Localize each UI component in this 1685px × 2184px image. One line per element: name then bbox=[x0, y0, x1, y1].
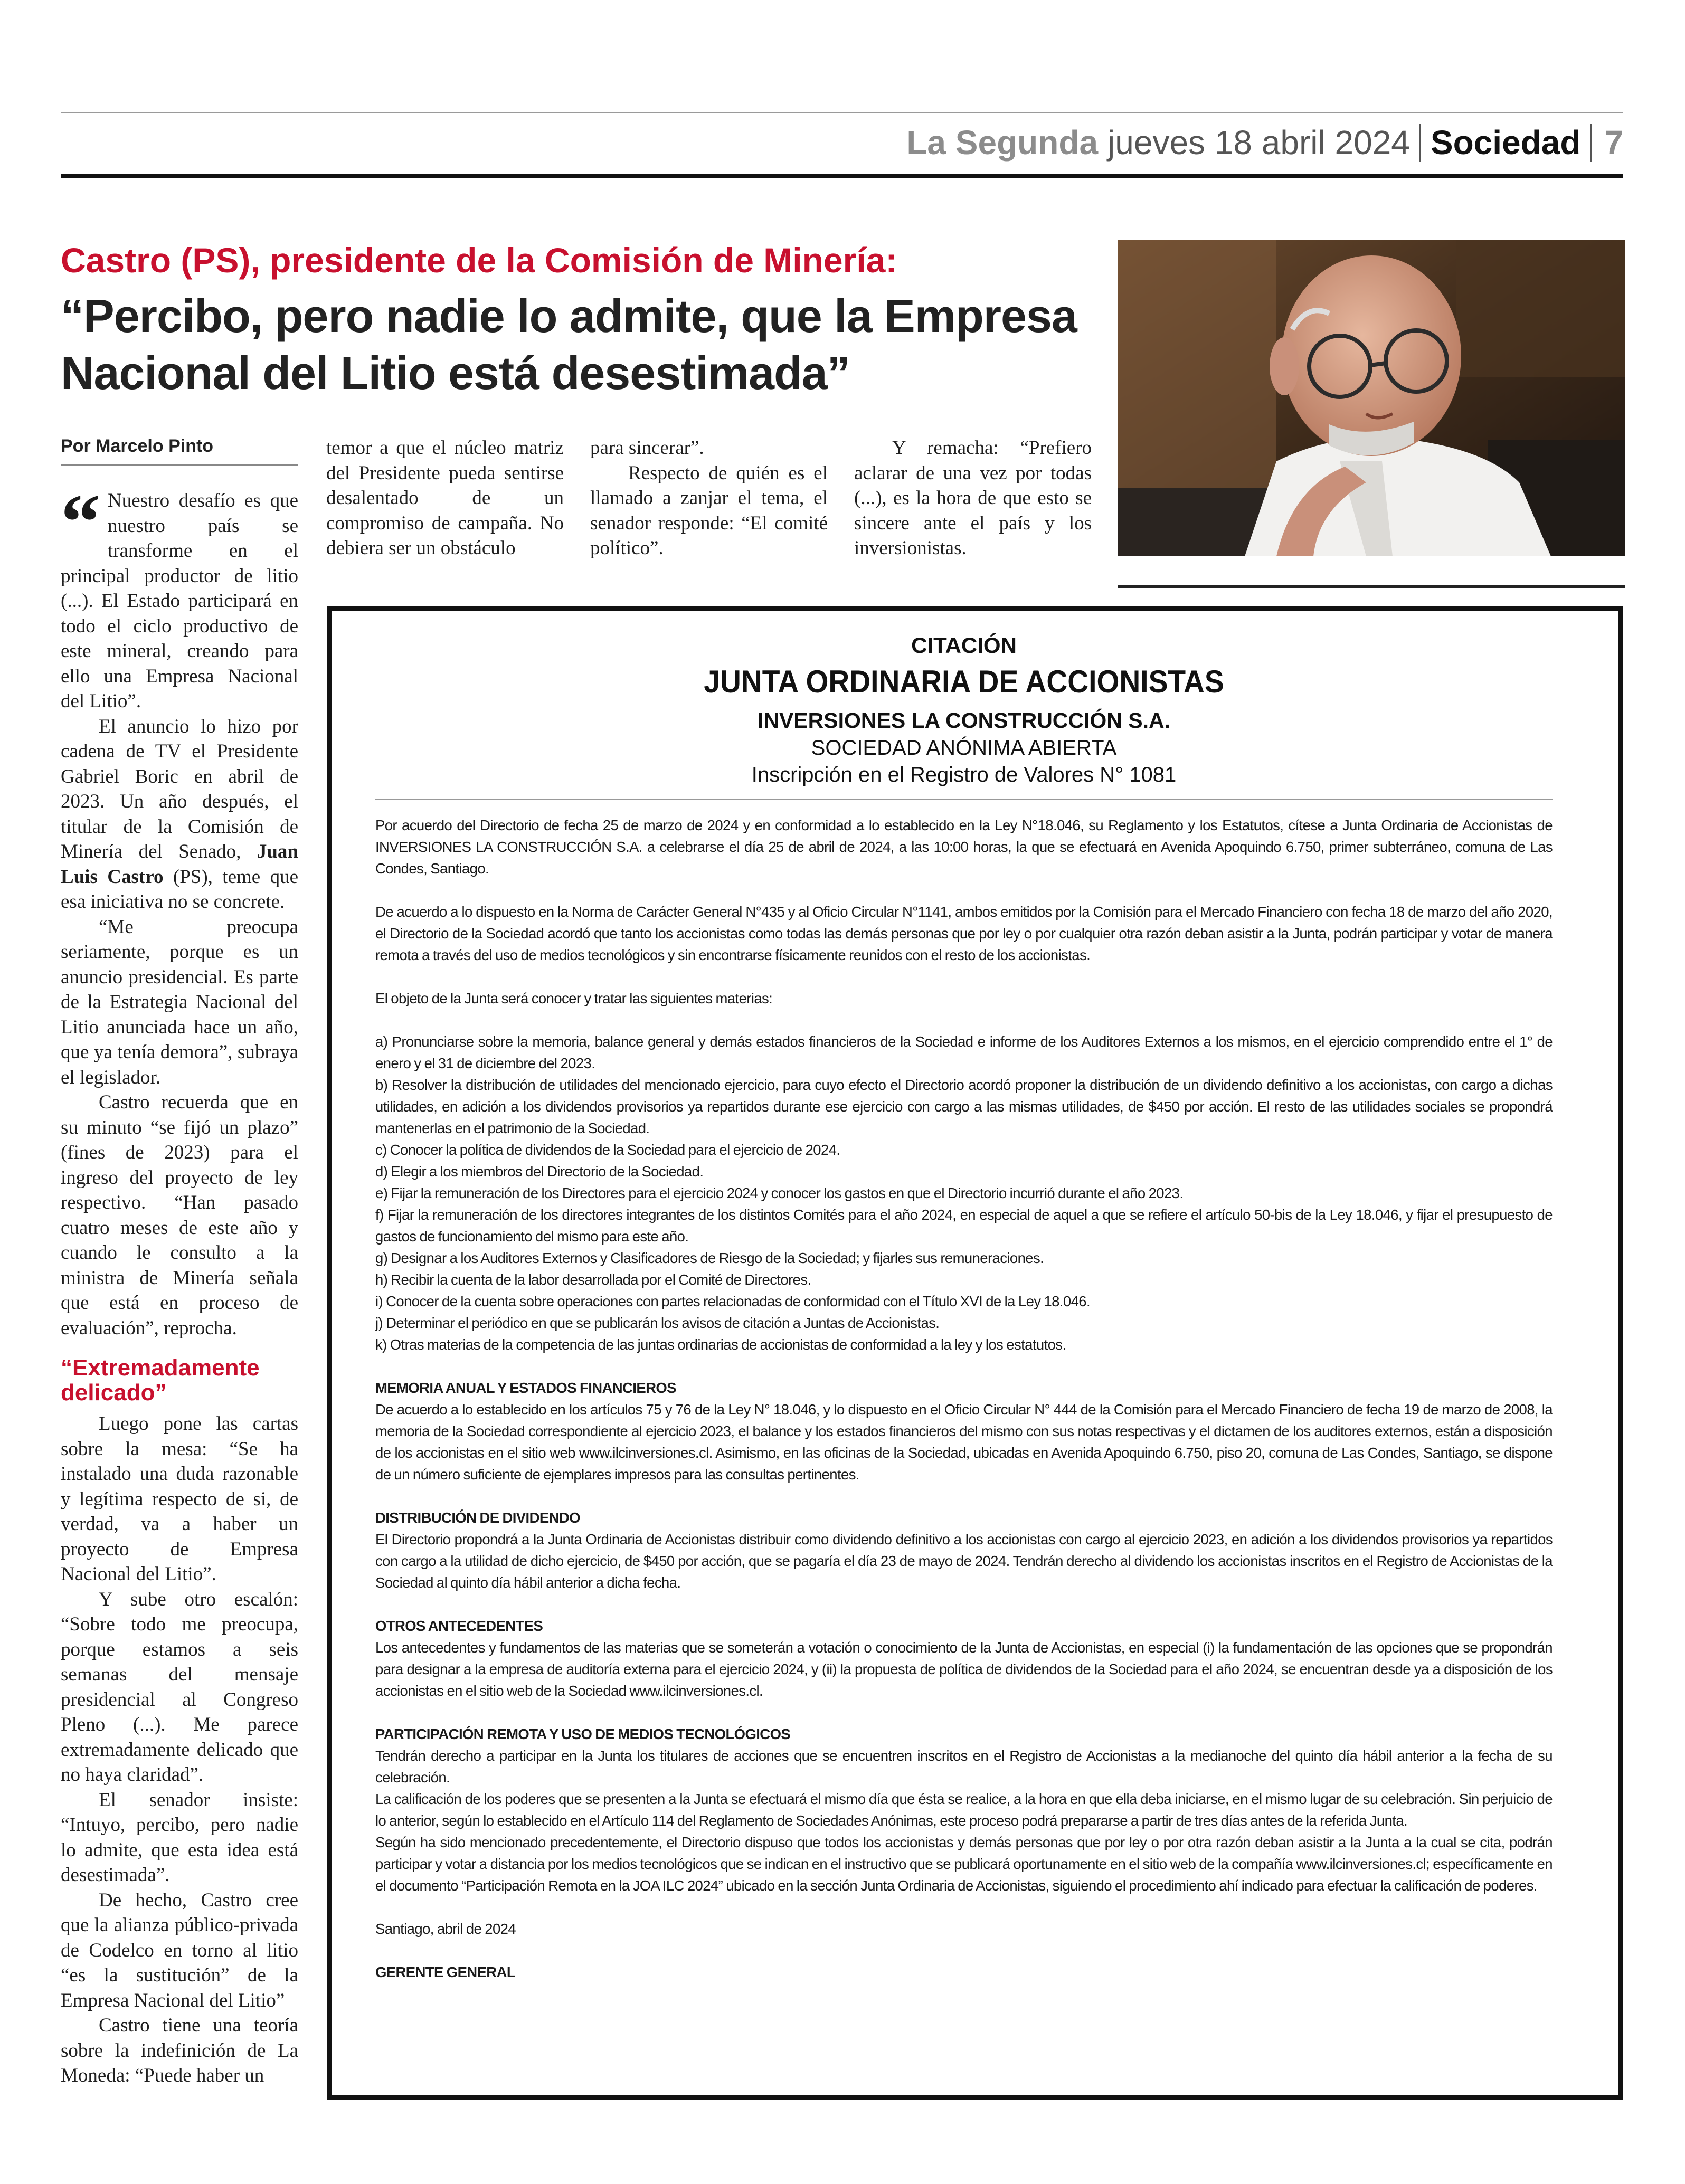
notice-company: INVERSIONES LA CONSTRUCCIÓN S.A. bbox=[757, 708, 1171, 733]
notice-company-type: SOCIEDAD ANÓNIMA ABIERTA bbox=[811, 736, 1117, 759]
section-heading-dividendo: DISTRIBUCIÓN DE DIVIDENDO bbox=[375, 1509, 580, 1526]
article-paragraph: Castro recuerda que en su minuto “se fijó un plazo” (fines de 2023) para el ingreso del proyecto de ley respectivo. “Han pasado cuatro meses de este año y cuando le consulto a la ministra de Minería señala que está en proceso de evaluación”, reprocha. bbox=[61, 1091, 298, 1339]
agenda-item: k) Otras materias de la competencia de las juntas ordinarias de accionistas de conformidad a la ley y los estatutos. bbox=[375, 1336, 1066, 1353]
agenda-item: b) Resolver la distribución de utilidades del mencionado ejercicio, para cuyo efecto el Directorio acordó proponer la distribución de un dividendo definitivo a los accionistas, con cargo a dichas utilidades, en adición a los dividendos provisorios ya repartidos durante ese ejercicio con cargo a las mismas utilidades, de $450 por acción. El resto de las utilidades sociales se propondrá mantenerlas en el patrimonio de la Sociedad. bbox=[375, 1077, 1553, 1136]
notice-paragraph: El objeto de la Junta será conocer y tratar las siguientes materias: bbox=[375, 990, 773, 1006]
article-paragraph: Y remacha: “Prefiero aclarar de una vez por todas (...), es la hora de que esto se sincere ante el país y los inversionistas. bbox=[854, 437, 1092, 559]
article-byline: Por Marcelo Pinto bbox=[61, 436, 214, 456]
notice-paragraph: Por acuerdo del Directorio de fecha 25 de marzo de 2024 y en conformidad a lo establecido en la Ley N°18.046, su Reglamento y los Estatutos, cítese a Junta Ordinaria de Accionistas de INVERSIONES LA CONSTRUCCIÓN S.A. a celebrarse el día 25 de abril de 2024, a las 10:00 horas, la que se efectuará en Avenida Apoquindo 6.750, primer subterráneo, comuna de Las Condes, Santiago. bbox=[375, 817, 1553, 877]
article-column-3 bbox=[590, 435, 828, 561]
masthead-divider bbox=[1590, 124, 1592, 162]
article-photo bbox=[1118, 240, 1625, 556]
article-paragraph: Luego pone las cartas sobre la mesa: “Se ha instalado una duda razonable y legítima respecto de si, de verdad, va a haber un proyecto de Empresa Nacional del Litio”. bbox=[61, 1413, 298, 1585]
notice-signature: GERENTE GENERAL bbox=[375, 1964, 516, 1980]
notice-paragraph: Los antecedentes y fundamentos de las materias que se someterán a votación o conocimiento de la Junta de Accionistas, en especial (i) la fundamentación de las opciones que se propondrán para designar a la empresa de auditoría externa para el ejercicio 2024, y (ii) la propuesta de política de dividendos de la Sociedad para el año 2024, se encuentran desde ya a disposición de los accionistas en el sitio web de la Sociedad www.ilcinversiones.cl. bbox=[375, 1639, 1553, 1699]
notice-body bbox=[375, 814, 1553, 1983]
byline-rule bbox=[61, 464, 298, 466]
article-column-2 bbox=[326, 435, 564, 561]
agenda-item: d) Elegir a los miembros del Directorio de la Sociedad. bbox=[375, 1163, 704, 1180]
article-paragraph: temor a que el núcleo matriz del Presidente pueda sentirse desalentado de un compromiso de campaña. No debiera ser un obstáculo bbox=[326, 437, 564, 559]
notice-paragraph: De acuerdo a lo dispuesto en la Norma de Carácter General N°435 y al Oficio Circular N°1141, ambos emitidos por la Comisión para el Mercado Financiero con fecha 18 de marzo del año 2020, el Directorio de la Sociedad acordó que tanto los accionistas como todas las demás personas que por ley o por cualquier otra razón deban asistir a la Junta, podrán participar y votar de manera remota a través del uso de medios tecnológicos y sin encontrarse físicamente reunidos con el resto de los accionistas. bbox=[375, 904, 1553, 963]
section-name: Sociedad bbox=[1430, 124, 1581, 162]
article-kicker: Castro (PS), presidente de la Comisión de Minería: bbox=[61, 241, 897, 280]
article-paragraph: para sincerar”. bbox=[590, 437, 704, 459]
photo-rule bbox=[1118, 585, 1625, 588]
notice-paragraph: La calificación de los poderes que se presenten a la Junta se efectuará el mismo día que ésta se realice, a la hora en que ella deba iniciarse, en el mismo lugar de su celebración. Sin perjuicio de lo anterior, según lo establecido en el Artículo 114 del Reglamento de Sociedades Anónimas, este proceso podrá prepararse a partir de tres días antes de la referida Junta. bbox=[375, 1791, 1553, 1829]
notice-label: CITACIÓN bbox=[911, 633, 1017, 658]
notice-title: JUNTA ORDINARIA DE ACCIONISTAS bbox=[704, 664, 1224, 699]
article-subhead: “Extremadamente delicado” bbox=[61, 1355, 260, 1406]
article-paragraph: Respecto de quién es el llamado a zanjar el tema, el senador responde: “El comité político”. bbox=[590, 462, 828, 559]
notice-paragraph: El Directorio propondrá a la Junta Ordinaria de Accionistas distribuir como dividendo definitivo a los accionistas con cargo al ejercicio 2023, en adición a los dividendos provisorios ya repartidos con cargo a la utilidad de dicho ejercicio, de $450 por acción, que se pagaría el día 23 de mayo de 2024. Tendrán derecho al dividendo los accionistas inscritos en el Registro de Accionistas de la Sociedad al quinto día hábil anterior a dicha fecha. bbox=[375, 1531, 1553, 1591]
article-paragraph: De hecho, Castro cree que la alianza público-privada de Codelco en torno al litio “es la sustitución” de la Empresa Nacional del Litio” bbox=[61, 1889, 298, 2011]
agenda-item: a) Pronunciarse sobre la memoria, balance general y demás estados financieros de la Sociedad e informe de los Auditores Externos a los mismos, en el ejercicio comprendido entre el 1° de enero y el 31 de diciembre del 2023. bbox=[375, 1033, 1553, 1071]
agenda-item: i) Conocer de la cuenta sobre operaciones con partes relacionadas de conformidad con el Título XVI de la Ley 18.046. bbox=[375, 1293, 1091, 1309]
masthead-top-rule bbox=[61, 112, 1623, 113]
issue-date: jueves 18 abril 2024 bbox=[1107, 124, 1410, 162]
section-heading-remota: PARTICIPACIÓN REMOTA Y USO DE MEDIOS TECNOLÓGICOS bbox=[375, 1726, 791, 1742]
article-headline: “Percibo, pero nadie lo admite, que la Empresa Nacional del Litio está desestimada” bbox=[61, 290, 1077, 399]
agenda-list bbox=[375, 1031, 1553, 1355]
article-column-1 bbox=[61, 478, 299, 2088]
notice-registry: Inscripción en el Registro de Valores N° 1081 bbox=[751, 763, 1177, 786]
article-paragraph: “Me preocupa seriamente, porque es un anuncio presidencial. Es parte de la Estrategia Nacional del Litio anunciada hace un año, que ya tenía demora”, subraya el legislador. bbox=[61, 916, 298, 1088]
opening-quote-mark: “ bbox=[61, 478, 100, 566]
agenda-item: e) Fijar la remuneración de los Directores para el ejercicio 2024 y conocer los gastos en que el Directorio incurrió durante el año 2023. bbox=[375, 1185, 1184, 1201]
article-paragraph: Castro tiene una teoría sobre la indefinición de La Moneda: “Puede haber un bbox=[61, 2015, 298, 2086]
agenda-item: f) Fijar la remuneración de los directores integrantes de los distintos Comités para el año 2024, en especial de aquel a que se refiere el artículo 50-bis de la Ley 18.046, y fijar el presupuesto de gastos de funcionamiento del mismo para este año. bbox=[375, 1207, 1553, 1245]
notice-paragraph: Tendrán derecho a participar en la Junta los titulares de acciones que se encuentren inscritos en el Registro de Accionistas a la medianoche del quinto día hábil anterior a la fecha de su celebración. bbox=[375, 1748, 1553, 1786]
person-name: Juan Luis Castro bbox=[61, 841, 299, 888]
article-column-4 bbox=[854, 435, 1092, 561]
article-paragraph: El anuncio lo hizo por cadena de TV el Presidente Gabriel Boric en abril de 2023. Un año después, el titular de la Comisión de Minería del Senado, Juan Luis Castro (PS), teme que esa iniciativa no se concrete. bbox=[61, 715, 299, 913]
agenda-item: g) Designar a los Auditores Externos y Clasificadores de Riesgo de la Sociedad; y fijarles sus remuneraciones. bbox=[375, 1250, 1044, 1266]
article-paragraph: “ Nuestro desafío es que nuestro país se transforme en el principal productor de litio (...). El Estado participará en todo el ciclo productivo de este mineral, creando para ello una Empresa Nacional del Litio”. bbox=[61, 478, 298, 712]
photo-illustration bbox=[1118, 240, 1625, 556]
notice-paragraph: De acuerdo a lo establecido en los artículos 75 y 76 de la Ley N° 18.046, y lo dispuesto en el Oficio Circular N° 444 de la Comisión para el Mercado Financiero de fecha 19 de marzo de 2008, la memoria de la Sociedad correspondiente al ejercicio 2023, el balance y los estados financieros del mismo con sus notas respectivas y el dictamen de los auditores externos, están a disposición de los accionistas en el sitio web www.ilcinversiones.cl. Asimismo, en las oficinas de la Sociedad, ubicadas en Avenida Apoquindo 6.750, piso 20, comuna de Las Condes, Santiago, se dispone de un número suficiente de ejemplares impresos para las consultas pertinentes. bbox=[375, 1401, 1553, 1483]
notice-divider bbox=[375, 799, 1553, 800]
agenda-item: h) Recibir la cuenta de la labor desarrollada por el Comité de Directores. bbox=[375, 1271, 811, 1288]
notice-paragraph: Según ha sido mencionado precedentemente, el Directorio dispuso que todos los accionistas y demás personas que por ley o por otra razón deban asistir a la Junta a la cual se cita, podrán participar y votar a distancia por los medios tecnológicos que se indican en el instructivo que se publicará oportunamente en el sitio web de la compañía www.ilcinversiones.cl; específicamente en el documento “Participación Remota en la JOA ILC 2024” ubicado en la sección Junta Ordinaria de Accionistas, siguiendo el procedimiento ahí indicado para efectuar la calificación de poderes. bbox=[375, 1834, 1553, 1894]
agenda-item: j) Determinar el periódico en que se publicarán los avisos de citación a Juntas de Accionistas. bbox=[375, 1315, 940, 1331]
shareholder-notice bbox=[327, 606, 1623, 2100]
section-heading-otros: OTROS ANTECEDENTES bbox=[375, 1618, 543, 1634]
masthead-bottom-rule bbox=[61, 174, 1623, 178]
notice-place-date: Santiago, abril de 2024 bbox=[375, 1921, 516, 1937]
article-paragraph: Y sube otro escalón: “Sobre todo me preocupa, porque estamos a seis semanas del mensaje presidencial al Congreso Pleno (...). Me parece extremadamente delicado que no haya claridad”. bbox=[61, 1588, 298, 1786]
article-paragraph: El senador insiste: “Intuyo, percibo, pero nadie lo admite, que esta idea está desestimada”. bbox=[61, 1789, 298, 1886]
newspaper-name: La Segunda bbox=[906, 124, 1099, 162]
masthead bbox=[906, 117, 1623, 168]
section-heading-memoria: MEMORIA ANUAL Y ESTADOS FINANCIEROS bbox=[375, 1380, 676, 1396]
page-number: 7 bbox=[1604, 124, 1623, 162]
agenda-item: c) Conocer la política de dividendos de la Sociedad para el ejercicio de 2024. bbox=[375, 1142, 840, 1158]
notice-content bbox=[375, 632, 1553, 1983]
masthead-divider bbox=[1419, 124, 1421, 162]
